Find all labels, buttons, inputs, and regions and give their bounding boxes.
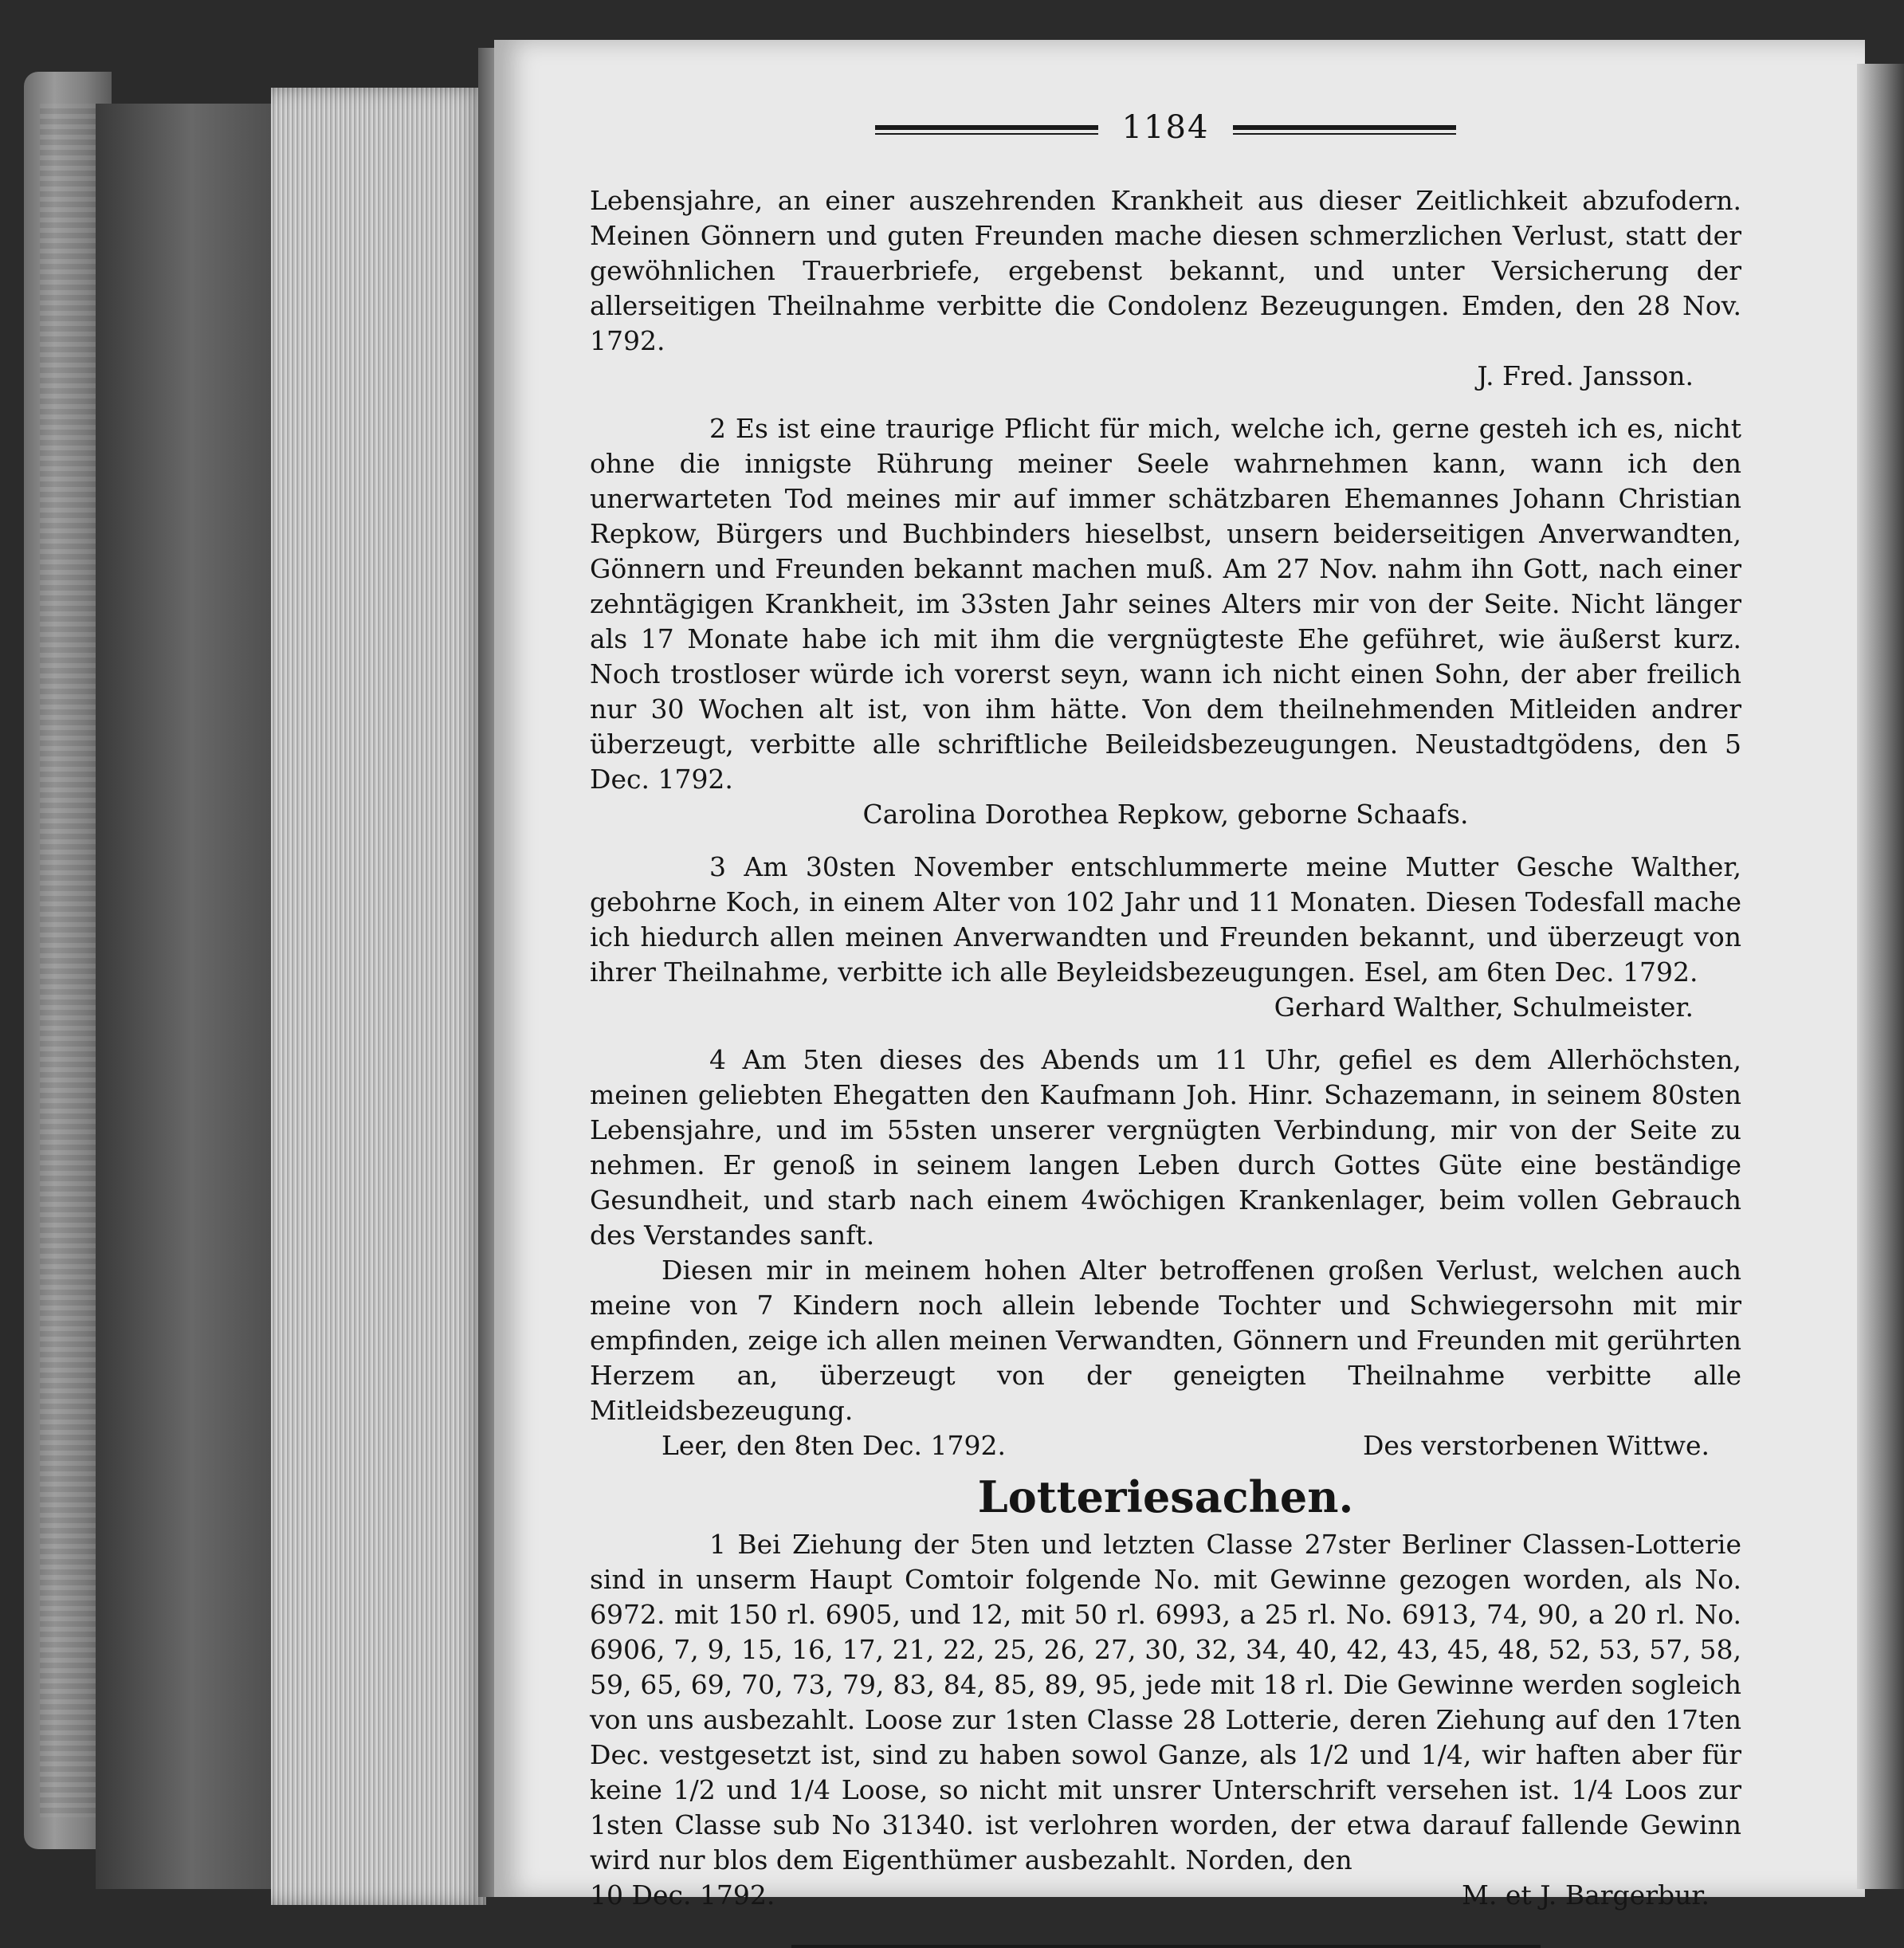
header-rule-left: [875, 125, 1098, 130]
page-number: 1184: [1121, 109, 1210, 146]
lottery-date: 10 Dec. 1792.: [590, 1879, 775, 1911]
obituary-4-text: 4 Am 5ten dieses des Abends um 11 Uhr, gefiel es dem Allerhöchsten, meinen geliebten Ehegatten den Kaufmann Joh. Hinr. Schazemann, in seinem 80sten Lebensjahre, und im 55sten unserer vergnügten Verbindung, mir von der Seite zu nehmen. Er genoß in seinem langen Leben durch Gottes Güte eine beständige Gesundheit, und starb nach einem 4wöchigen Krankenlager, beim vollen Gebrauch des Verstandes sanft.: [590, 1044, 1741, 1251]
section-title: Lotteriesachen.: [977, 1471, 1354, 1522]
obituary-2-signature: Carolina Dorothea Repkow, geborne Schaafs.: [862, 799, 1469, 830]
facing-page-edge: [1857, 64, 1904, 1889]
obituary-1-signature: J. Fred. Jansson.: [1477, 360, 1694, 391]
lottery-text: 1 Bei Ziehung der 5ten und letzten Classe 27ster Berliner Classen-Lotterie sind in unserm Haupt Comtoir folgende No. mit Gewinne gezogen worden, als No. 6972. mit 150 rl. 6905, und 12, mit 50 rl. 6993, a 25 rl. No. 6913, 74, 90, a 20 rl. No. 6906, 7, 9, 15, 16, 17, 21, 22, 25, 26, 27, 30, 32, 34, 40, 42, 43, 45, 48, 52, 53, 57, 58, 59, 65, 69, 70, 73, 79, 83, 84, 85, 89, 95, jede mit 18 rl. Die Gewinne werden sogleich von uns ausbezahlt. Loose zur 1sten Classe 28 Lotterie, deren Ziehung auf den 17ten Dec. vestgesetzt ist, sind zu haben sowol Ganze, als 1/2 und 1/4, wir haften aber für keine 1/2 und 1/4 Loose, so nicht mit unsrer Unterschrift versehen ist. 1/4 Loos zur 1sten Classe sub No 31340. ist verlohren worden, der etwa darauf fallende Gewinn wird nur blos dem Eigenthümer ausbezahlt. Norden, den: [590, 1529, 1741, 1875]
book-cover-board: [96, 104, 287, 1889]
page-text: [590, 104, 1741, 1948]
bottom-rule: [791, 1945, 1541, 1948]
lottery-signature: M. et J. Bargerbur.: [1462, 1879, 1710, 1911]
obituary-4-closing: [590, 1428, 1741, 1463]
obituary-3-signature: Gerhard Walther, Schulmeister.: [1274, 992, 1694, 1023]
page-edges: [271, 88, 486, 1905]
lottery-closing: [590, 1878, 1741, 1913]
obituary-3-text: 3 Am 30sten November entschlummerte meine Mutter Gesche Walther, gebohrne Koch, in einem Alter von 102 Jahr und 11 Monaten. Diesen Todesfall mache ich hiedurch allen meinen Anverwandten und Freunden bekannt, und überzeugt von ihrer Theilnahme, verbitte ich alle Beyleidsbezeugungen. Esel, am 6ten Dec. 1792.: [590, 851, 1741, 988]
obituary-4-signature: Des verstorbenen Wittwe.: [1362, 1430, 1710, 1461]
obituary-4-continuation: Diesen mir in meinem hohen Alter betroffenen großen Verlust, welchen auch meine von 7 Kindern noch allein lebende Tochter und Schwiegersohn mit mir empfinden, zeige ich allen meinen Verwandten, Gönnern und Freunden mit gerührten Herzem an, überzeugt von der geneigten Theilnahme verbitte alle Mitleidsbezeugung.: [590, 1255, 1741, 1426]
obituary-4-place-date: Leer, den 8ten Dec. 1792.: [661, 1430, 1006, 1461]
header-rule-right: [1233, 125, 1456, 130]
obituary-1-text: Lebensjahre, an einer auszehrenden Krankheit aus dieser Zeitlichkeit abzufodern. Meinen Gönnern und guten Freunden mache diesen schmerzlichen Verlust, statt der gewöhnlichen Trauerbriefe, ergebenst bekannt, und unter Versicherung der allerseitigen Theilnahme verbitte die Condolenz Bezeugungen. Emden, den 28 Nov. 1792.: [590, 185, 1741, 356]
page-header: [590, 104, 1741, 151]
obituary-2-text: 2 Es ist eine traurige Pflicht für mich, welche ich, gerne gesteh ich es, nicht ohne die innigste Rührung meiner Seele wahrnehmen kann, wann ich den unerwarteten Tod meines mir auf immer schätzbaren Ehemannes Johann Christian Repkow, Bürgers und Buchbinders hieselbst, unsern beiderseitigen Anverwandten, Gönnern und Freunden bekannt machen muß. Am 27 Nov. nahm ihn Gott, nach einer zehntägigen Krankheit, im 33sten Jahr seines Alters mir von der Seite. Nicht länger als 17 Monate habe ich mit ihm die vergnügteste Ehe geführet, wie äußerst kurz. Noch trostloser würde ich vorerst seyn, wann ich nicht einen Sohn, der aber freilich nur 30 Wochen alt ist, von ihm hätte. Von dem theilnehmenden Mitleiden andrer überzeugt, verbitte alle schriftliche Beileidsbezeugungen. Neustadtgödens, den 5 Dec. 1792.: [590, 413, 1741, 795]
